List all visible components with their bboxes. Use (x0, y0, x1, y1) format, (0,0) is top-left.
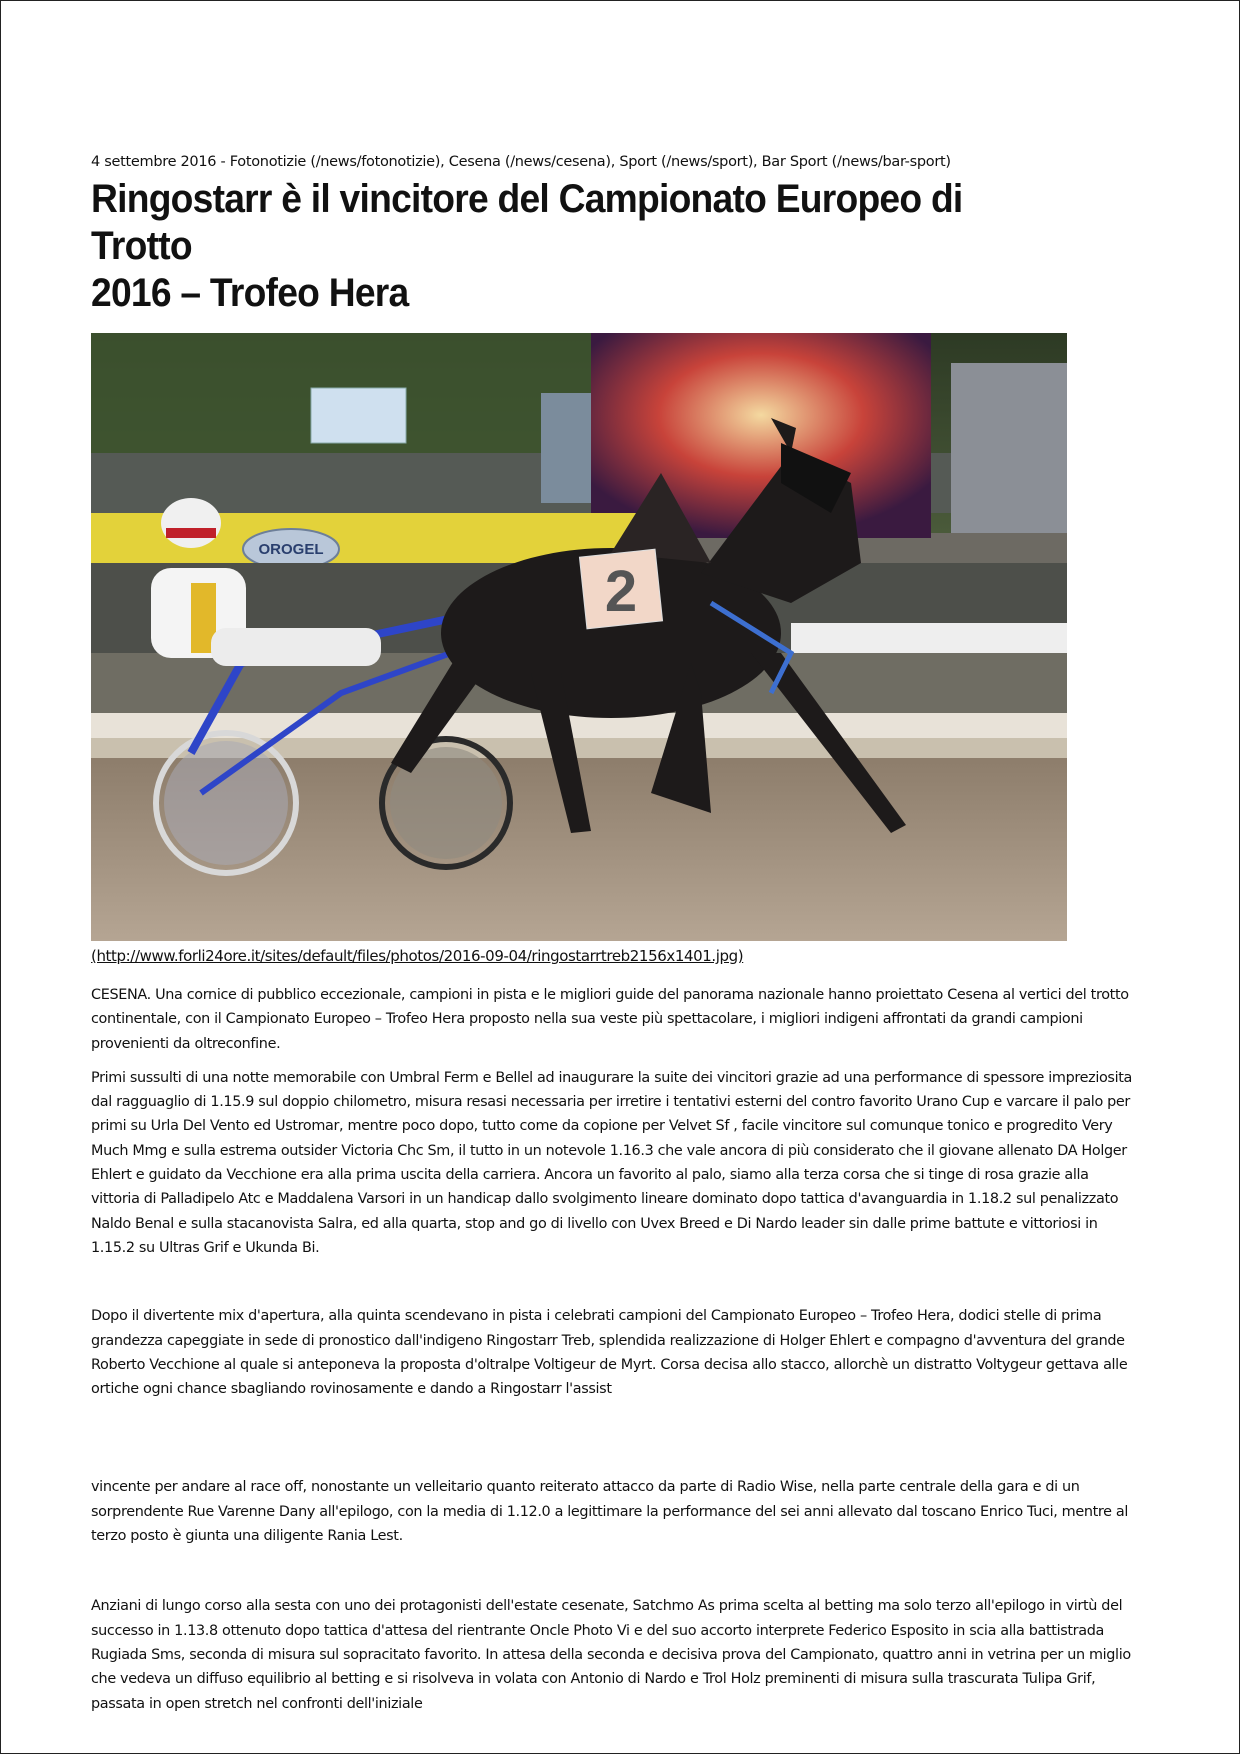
banner-orogel: OROGEL (258, 541, 324, 558)
bib-number (579, 549, 662, 629)
title-line-1: Ringostarr è il vincitore del Campionato Europeo di Trotto (91, 177, 963, 268)
paragraph-1: CESENA. Una cornice di pubblico eccezionale, campioni in pista e le migliori guide del panorama nazionale hanno proiettato Cesena al vertici del trotto continentale, con il Campionato Europeo – Trofeo Hera proposto nella sua veste più spettacolare, i migliori indigeni affrontati da grandi campioni provenienti da oltreconfine. (91, 987, 1129, 1052)
article-meta: 4 settembre 2016 - Fotonotizie (/news/fotonotizie), Cesena (/news/cesena), Sport (/news/sport), Bar Sport (/news/bar-sport) (91, 154, 951, 170)
paragraph-5: Anziani di lungo corso alla sesta con uno dei protagonisti dell'estate cesenate, Satchmo As prima scelta al betting ma solo terzo all'epilogo in virtù del successo in 1.13.8 ottenuto dopo tattica d'attesa del rientrante Oncle Photo Vi e del suo accorto interprete Federico Esposito in scia alla battistrada Rugiada Sms, seconda di misura sul sopracitato favorito. In attesa della seconda e decisiva prova del Campionato, quattro anni in vetrina per un miglio che vedeva un diffuso equilibrio al betting e si risolveva in volata con Antonio di Nardo e Trol Holz preminenti di misura sulla trascurata Tulipa Grif, passata in open stretch nel confronti dell'iniziale (91, 1598, 1131, 1712)
paragraph-3: Dopo il divertente mix d'apertura, alla quinta scendevano in pista i celebrati campioni del Campionato Europeo – Trofeo Hera, dodici stelle di prima grandezza capeggiate in sede di pronostico dall'indigeno Ringostarr Treb, splendida realizzazione di Holger Ehlert e compagno d'avventura del grande Roberto Vecchione al quale si anteponeva la proposta d'oltralpe Voltigeur de Myrt. Corsa decisa allo stacco, allorchè un distratto Voltygeur gettava alle ortiche ogni chance sbagliando rovinosamente e dando a Ringostarr l'assist (91, 1308, 1128, 1398)
article (91, 150, 1141, 1716)
photo-link[interactable]: (http://www.forli24ore.it/sites/default/files/photos/2016-09-04/ringostarrtreb2156x1401.jpg) (91, 947, 744, 965)
paragraph-4: vincente per andare al race off, nonostante un velleitario quanto reiterato attacco da parte di Radio Wise, nella parte centrale della gara e di un sorprendente Rue Varenne Dany all'epilogo, con la media di 1.12.0 a legittimare la performance del sei anni allevato dal toscano Enrico Tuci, mentre al terzo posto è giunta una diligente Rania Lest. (91, 1479, 1129, 1545)
title-line-2: 2016 – Trofeo Hera (91, 271, 409, 315)
article-title (91, 176, 1040, 317)
harness-race-illustration (91, 333, 1067, 941)
svg-text:2: 2 (604, 559, 638, 624)
paragraph-2: Primi sussulti di una notte memorabile con Umbral Ferm e Bellel ad inaugurare la suite dei vincitori grazie ad una performance di spessore impreziosita dal ragguaglio di 1.15.9 sul doppio chilometro, misura resasi necessaria per irretire i tentativi esterni del contro favorito Urano Cup e varcare il palo per primi su Urla Del Vento ed Ustromar, mentre poco dopo, tutto come da copione per Velvet Sf , facile vincitore sul comunque tonico e progredito Very Much Mmg e sulla estrema outsider Victoria Chc Sm, il tutto in un notevole 1.16.3 che vale ancora di più considerato che il giovane allenato DA Holger Ehlert e guidato da Vecchione era alla prima uscita della carriera. Ancora un favorito al palo, siamo alla terza corsa che si tinge di rosa grazie alla vittoria di Palladipelo Atc e Maddalena Varsori in un handicap dallo svolgimento lineare dominato dopo tattica d'avanguardia in 1.18.2 sul penalizzato Naldo Benal e sulla stacanovista Salra, ed alla quarta, stop and go di livello con Uvex Breed e Di Nardo leader sin dalle prime battute e vittoriosi in 1.15.2 su Ultras Grif e Ukunda Bi. (91, 1069, 1132, 1256)
article-photo[interactable] (91, 333, 1067, 941)
